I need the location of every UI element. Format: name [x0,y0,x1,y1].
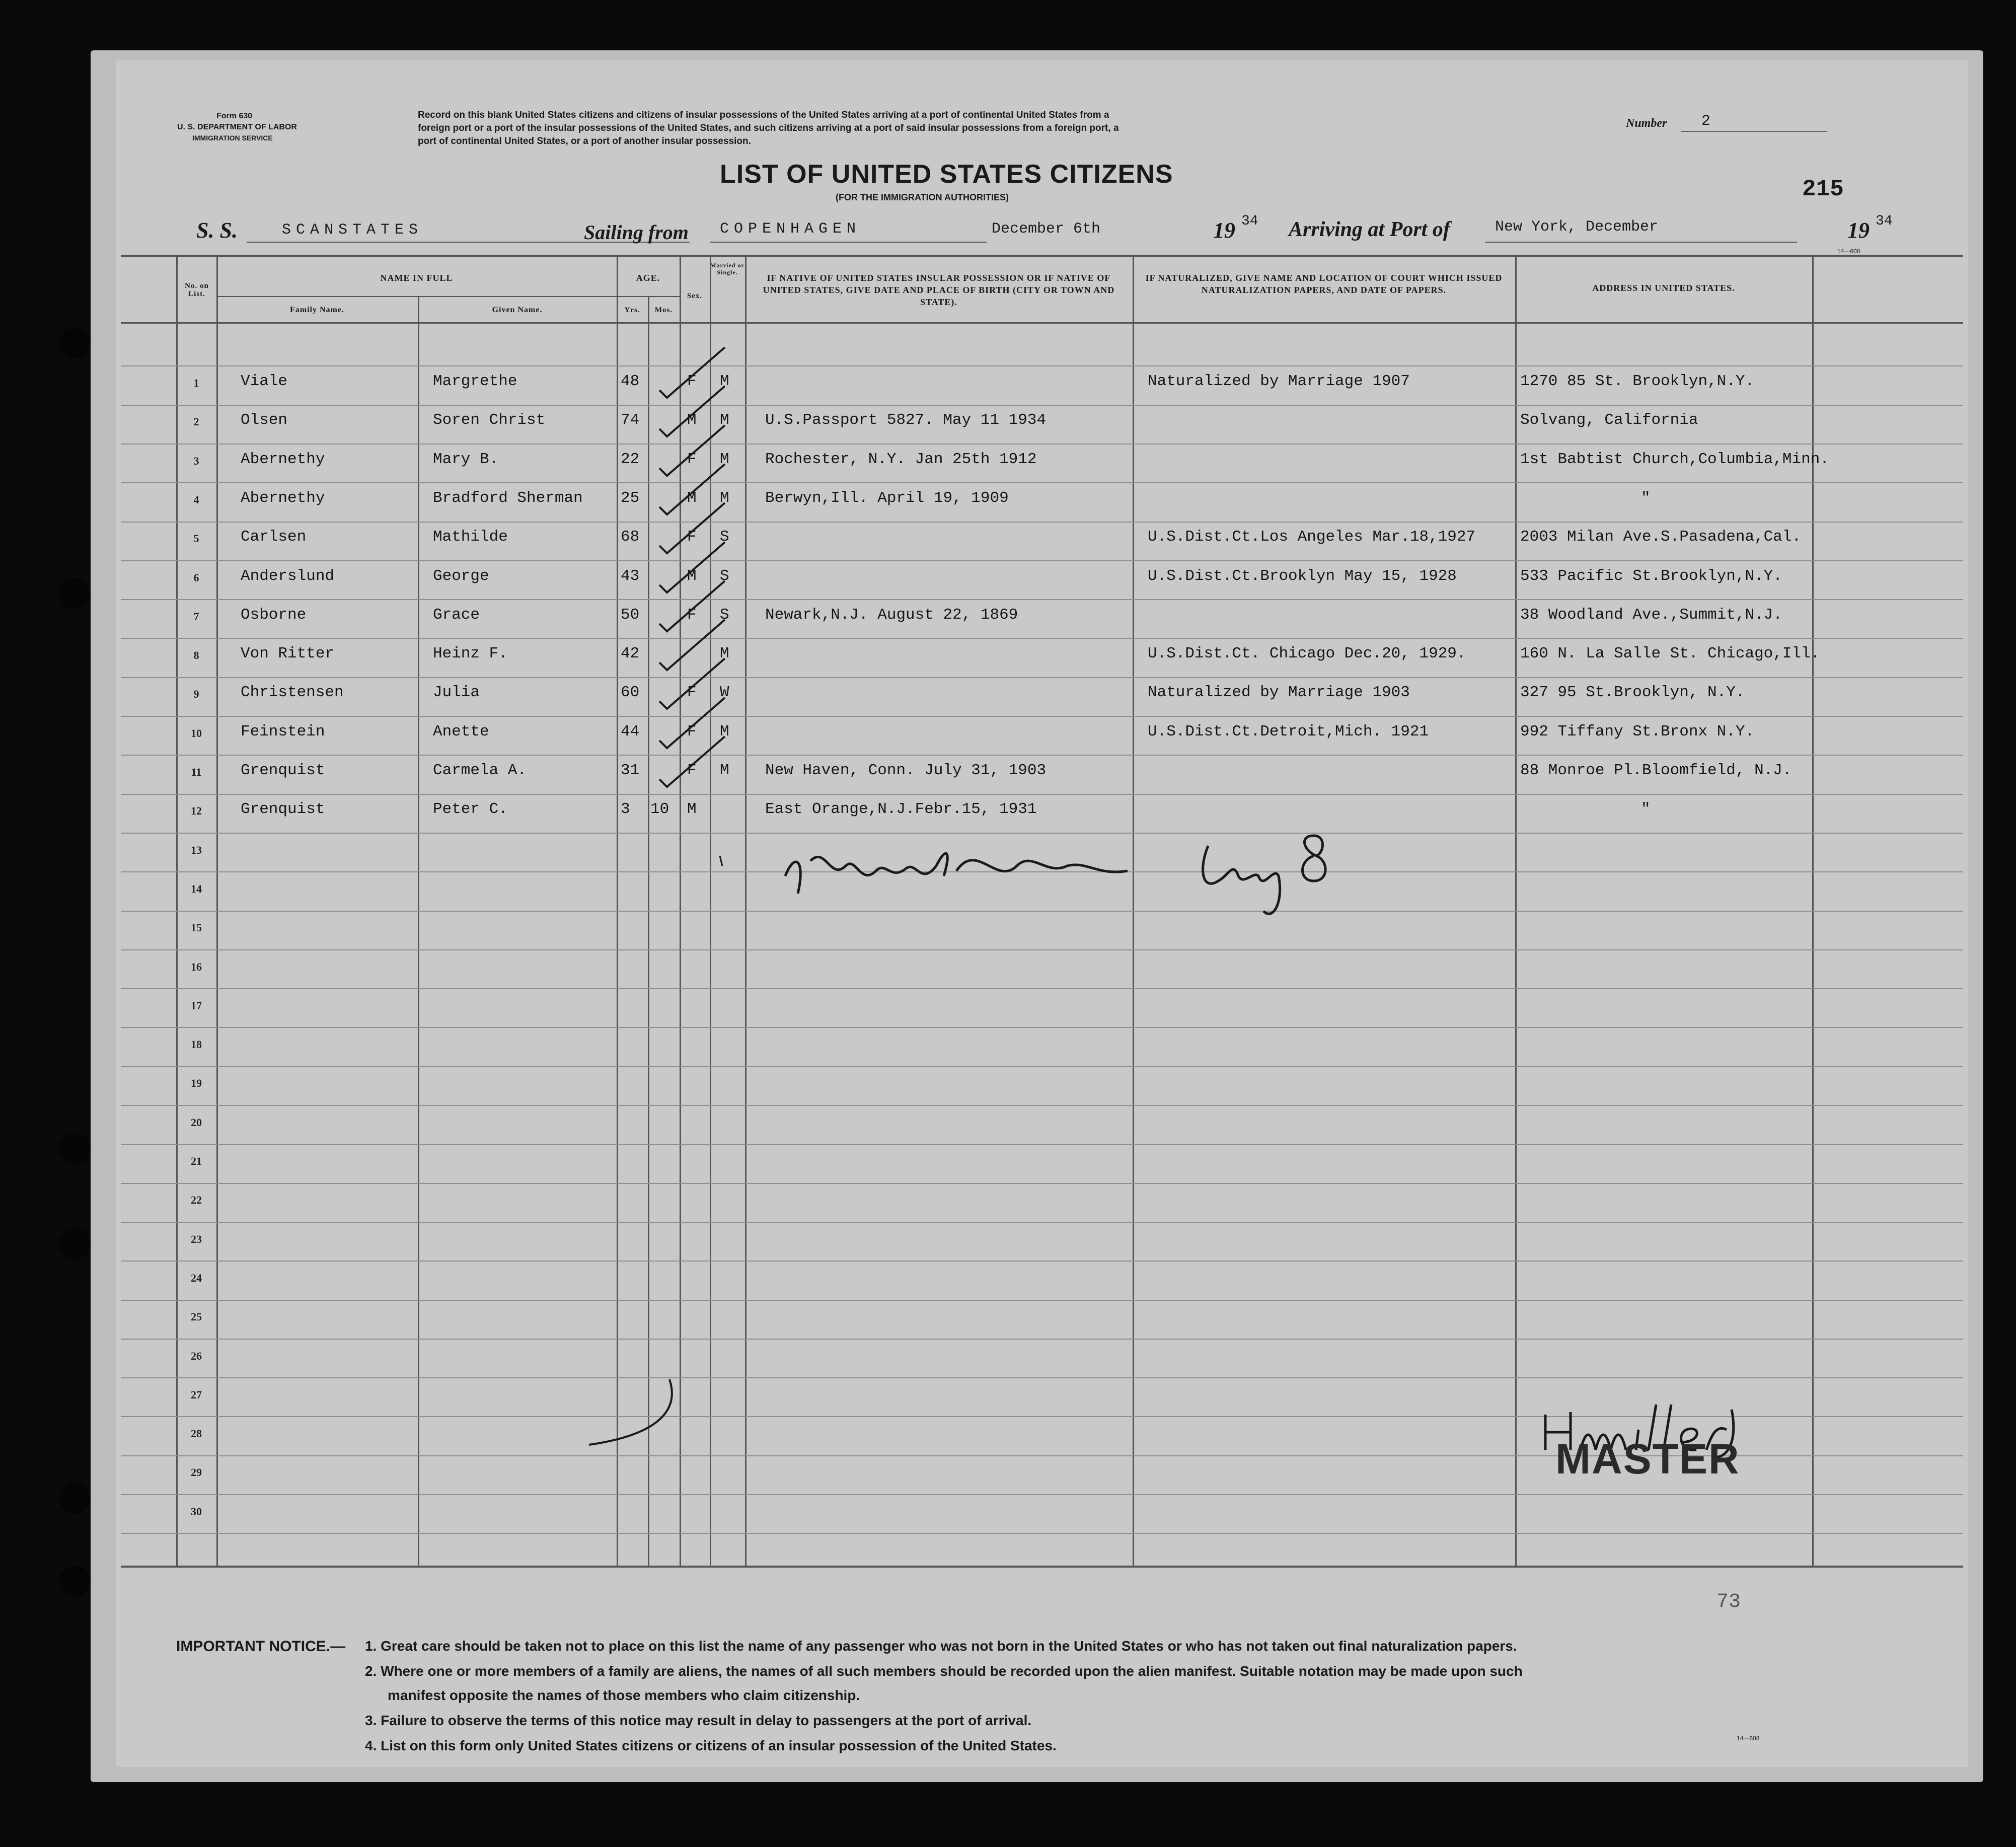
row-number: 25 [191,1310,202,1323]
given-name-cell: Grace [433,606,480,624]
naturalization-cell: U.S.Dist.Ct.Detroit,Mich. 1921 [1148,723,1429,741]
form-number: Form 630 [216,112,253,120]
header-family-name: Family Name. [290,306,344,314]
age-years-cell: 3 [621,800,630,818]
arriving-label: Arriving at Port of [1289,218,1450,241]
age-months-cell: 10 [650,800,669,818]
notice-heading: IMPORTANT NOTICE.— [176,1638,346,1655]
table-top-border [121,255,1963,257]
header-address: ADDRESS IN UNITED STATES. [1592,283,1735,293]
notice-item-1: 1. Great care should be taken not to place on this list the name of any passenger who was not born in the United States or who has not taken out final naturalization papers. [365,1638,1517,1654]
row-number: 18 [191,1038,202,1051]
row-number: 10 [191,727,202,740]
marital-status-cell: M [720,645,729,662]
page-title: LIST OF UNITED STATES CITIZENS [720,160,1173,189]
age-years-cell: 74 [621,411,640,429]
row-number: 12 [191,804,202,817]
family-name-cell: Von Ritter [241,645,335,662]
instruction-line-2: foreign port or a port of the insular possessions of the United States, and such citizens arriving at a port of said insular possessions from a foreign port, a [418,123,1119,133]
service-name: IMMIGRATION SERVICE [192,134,273,142]
arrival-year-prefix: 19 [1847,218,1870,243]
family-name-cell: Osborne [241,606,307,624]
given-name-cell: Bradford Sherman [433,489,583,507]
row-number: 29 [191,1466,202,1479]
marital-status-cell: M [720,723,729,741]
marital-status-cell: M [720,373,729,390]
notice-item-2-cont: manifest opposite the names of those members who claim citizenship. [388,1687,860,1703]
marital-status-cell: S [720,528,729,546]
sex-cell: F [687,606,697,624]
row-rule [121,1027,1963,1028]
given-name-cell: Peter C. [433,800,508,818]
name-subheader-rule [216,296,617,297]
row-rule [121,1261,1963,1262]
tick-marks [705,780,745,871]
birth-place-cell: Rochester, N.Y. Jan 25th 1912 [765,451,1037,468]
page-number: 215 [1802,176,1844,202]
sail-year-prefix: 19 [1213,218,1235,243]
row-number: 30 [191,1505,202,1518]
naturalization-cell: Naturalized by Marriage 1907 [1148,373,1410,390]
birth-place-cell: New Haven, Conn. July 31, 1903 [765,762,1047,779]
sailing-date: December 6th [992,220,1101,238]
manifest-page [116,60,1968,1767]
header-sex: Sex. [687,292,703,300]
header-given-name: Given Name. [492,306,543,314]
row-rule [121,482,1963,483]
address-cell: 2003 Milan Ave.S.Pasadena,Cal. [1520,528,1802,546]
given-name-cell: Mary B. [433,451,499,468]
row-number: 24 [191,1272,202,1284]
age-years-cell: 48 [621,373,640,390]
marital-status-cell: W [720,684,729,701]
address-cell: 533 Pacific St.Brooklyn,N.Y. [1520,567,1782,585]
header-age: AGE. [636,273,660,283]
family-name-cell: Abernethy [241,451,325,468]
row-number: 21 [191,1155,202,1167]
row-number: 6 [193,571,199,584]
naturalization-cell: Naturalized by Marriage 1903 [1148,684,1410,701]
row-rule [121,755,1963,756]
row-rule [121,1183,1963,1184]
header-no: No. on List. [185,282,209,298]
arrival-port: New York, December [1495,218,1659,236]
birth-place-cell: Berwyn,Ill. April 19, 1909 [765,489,1009,507]
row-number: 1 [193,377,199,389]
birth-place-cell: U.S.Passport 5827. May 11 1934 [765,411,1047,429]
row-number: 19 [191,1077,202,1089]
department-name: U. S. DEPARTMENT OF LABOR [177,123,297,131]
row-rule [121,522,1963,523]
sail-year: 34 [1241,213,1258,229]
row-rule [121,1105,1963,1106]
marital-status-cell: S [720,606,729,624]
row-number: 4 [193,493,199,506]
notice-item-2: 2. Where one or more members of a family are aliens, the names of all such members should be recorded upon the alien manifest. Suitable notation may be made upon such [365,1663,1523,1679]
ship-name: SCANSTATES [282,221,423,239]
stray-pen-mark [559,1369,690,1450]
table-bottom-border [121,1566,1963,1568]
sex-cell: F [687,373,697,390]
sailing-label: Sailing from [584,221,689,244]
family-name-cell: Feinstein [241,723,325,741]
row-number: 15 [191,921,202,934]
row-number: 13 [191,844,202,856]
marital-status-cell: M [720,411,729,429]
col-divider [418,297,419,1567]
marital-status-cell: M [720,451,729,468]
row-rule [121,677,1963,678]
naturalization-cell: U.S.Dist.Ct.Brooklyn May 15, 1928 [1148,567,1457,585]
header-years: Yrs. [624,306,640,314]
binder-hole [59,1566,91,1597]
family-name-cell: Christensen [241,684,344,701]
marital-status-cell: S [720,567,729,585]
given-name-cell: George [433,567,489,585]
row-rule [121,716,1963,717]
row-number: 8 [193,649,199,661]
sex-cell: F [687,451,697,468]
family-name-cell: Abernethy [241,489,325,507]
row-number: 7 [193,610,199,623]
family-name-cell: Olsen [241,411,288,429]
age-years-cell: 42 [621,645,640,662]
row-rule [121,1144,1963,1145]
row-rule [121,1339,1963,1340]
arrival-underline [1485,242,1797,243]
given-name-cell: Carmela A. [433,762,527,779]
sex-cell: F [687,762,697,779]
row-rule [121,988,1963,989]
row-rule [121,405,1963,406]
row-rule [121,365,1963,366]
age-years-cell: 44 [621,723,640,741]
age-years-cell: 68 [621,528,640,546]
age-years-cell: 31 [621,762,640,779]
row-number: 11 [191,766,202,778]
given-name-cell: Heinz F. [433,645,508,662]
ss-label: S. S. [196,218,238,243]
row-number: 16 [191,961,202,973]
address-cell: 38 Woodland Ave.,Summit,N.J. [1520,606,1782,624]
instruction-line-1: Record on this blank United States citizens and citizens of insular possessions of the United States arriving at a port of continental United States from a [418,110,1109,120]
address-cell: " [1641,800,1651,818]
row-number: 14 [191,882,202,895]
birth-place-cell: Newark,N.J. August 22, 1869 [765,606,1018,624]
row-rule [121,1377,1963,1378]
row-rule [121,1300,1963,1301]
number-underline [1681,131,1827,132]
naturalization-cell: U.S.Dist.Ct. Chicago Dec.20, 1929. [1148,645,1466,662]
birth-place-cell: East Orange,N.J.Febr.15, 1931 [765,800,1037,818]
sex-cell: M [687,800,697,818]
sex-cell: M [687,489,697,507]
row-number: 23 [191,1233,202,1245]
row-number: 5 [193,532,199,545]
row-number: 2 [193,415,199,428]
age-years-cell: 22 [621,451,640,468]
family-name-cell: Grenquist [241,800,325,818]
number-label: Number [1626,117,1667,130]
address-cell: 1270 85 St. Brooklyn,N.Y. [1520,373,1755,390]
marital-status-cell: M [720,762,729,779]
row-rule [121,1222,1963,1223]
marital-status-cell: M [720,489,729,507]
master-stamp: MASTER [1555,1435,1740,1483]
given-name-cell: Mathilde [433,528,508,546]
binder-hole [59,327,91,358]
given-name-cell: Margrethe [433,373,517,390]
sex-cell: F [687,723,697,741]
address-cell: 992 Tiffany St.Bronx N.Y. [1520,723,1755,741]
family-name-cell: Anderslund [241,567,335,585]
row-rule [121,794,1963,795]
instruction-line-3: port of continental United States, or a port of another insular possession. [418,136,751,146]
binder-hole [59,1483,91,1514]
header-months: Mos. [654,306,673,314]
row-number: 27 [191,1388,202,1401]
sex-cell: F [687,684,697,701]
family-name-cell: Viale [241,373,288,390]
age-subheader-rule [617,296,680,297]
row-rule [121,949,1963,950]
given-name-cell: Julia [433,684,480,701]
print-code: 14—608 [1837,248,1860,255]
footer-code: 14—608 [1737,1735,1760,1742]
row-rule [121,1533,1963,1534]
row-number: 26 [191,1350,202,1362]
header-married-single: Married or Single. [710,262,744,276]
address-cell: 88 Monroe Pl.Bloomfield, N.J. [1520,762,1792,779]
page-subtitle: (FOR THE IMMIGRATION AUTHORITIES) [836,192,1009,202]
arrival-year: 34 [1876,213,1893,229]
row-number: 20 [191,1116,202,1129]
row-rule [121,560,1963,561]
family-name-cell: Grenquist [241,762,325,779]
header-naturalization: IF NATURALIZED, GIVE NAME AND LOCATION OF COURT WHICH ISSUED NATURALIZATION PAPERS, AND DATE OF PAPERS. [1145,273,1503,295]
address-cell: 327 95 St.Brooklyn, N.Y. [1520,684,1745,701]
header-bottom-border [121,322,1963,324]
binder-hole [59,1133,91,1164]
sailing-port: COPENHAGEN [720,220,861,238]
row-rule [121,638,1963,639]
address-cell: 160 N. La Salle St. Chicago,Ill. [1520,645,1820,662]
row-rule [121,1066,1963,1067]
row-number: 3 [193,455,199,467]
row-number: 22 [191,1194,202,1206]
sailing-underline [710,242,987,243]
family-name-cell: Carlsen [241,528,307,546]
header-birth-place: IF NATIVE OF UNITED STATES INSULAR POSSESSION OR IF NATIVE OF UNITED STATES, GIVE DATE AND PLACE OF BIRTH (CITY OR TOWN AND STATE). [763,273,1115,307]
address-cell: Solvang, California [1520,411,1698,429]
row-number: 28 [191,1427,202,1440]
sex-cell: F [687,528,697,546]
notice-item-4: 4. List on this form only United States citizens or citizens of an insular possession of the United States. [365,1738,1057,1753]
binder-hole [59,578,91,609]
age-years-cell: 60 [621,684,640,701]
row-rule [121,599,1963,600]
row-rule [121,1494,1963,1495]
address-cell: " [1641,489,1651,507]
address-cell: 1st Babtist Church,Columbia,Minn. [1520,451,1829,468]
header-name-in-full: NAME IN FULL [380,273,453,283]
page-mark: 73 [1716,1591,1741,1613]
row-number: 17 [191,999,202,1012]
given-name-cell: Soren Christ [433,411,546,429]
sex-cell: M [687,567,697,585]
age-years-cell: 50 [621,606,640,624]
row-rule [121,444,1963,445]
number-value: 2 [1701,113,1711,130]
given-name-cell: Anette [433,723,489,741]
naturalization-cell: U.S.Dist.Ct.Los Angeles Mar.18,1927 [1148,528,1476,546]
age-years-cell: 25 [621,489,640,507]
age-years-cell: 43 [621,567,640,585]
sex-cell: M [687,411,697,429]
binder-hole [59,1228,91,1260]
handwritten-signature [695,805,1399,946]
notice-item-3: 3. Failure to observe the terms of this notice may result in delay to passengers at the port of arrival. [365,1713,1032,1728]
row-number: 9 [193,688,199,700]
